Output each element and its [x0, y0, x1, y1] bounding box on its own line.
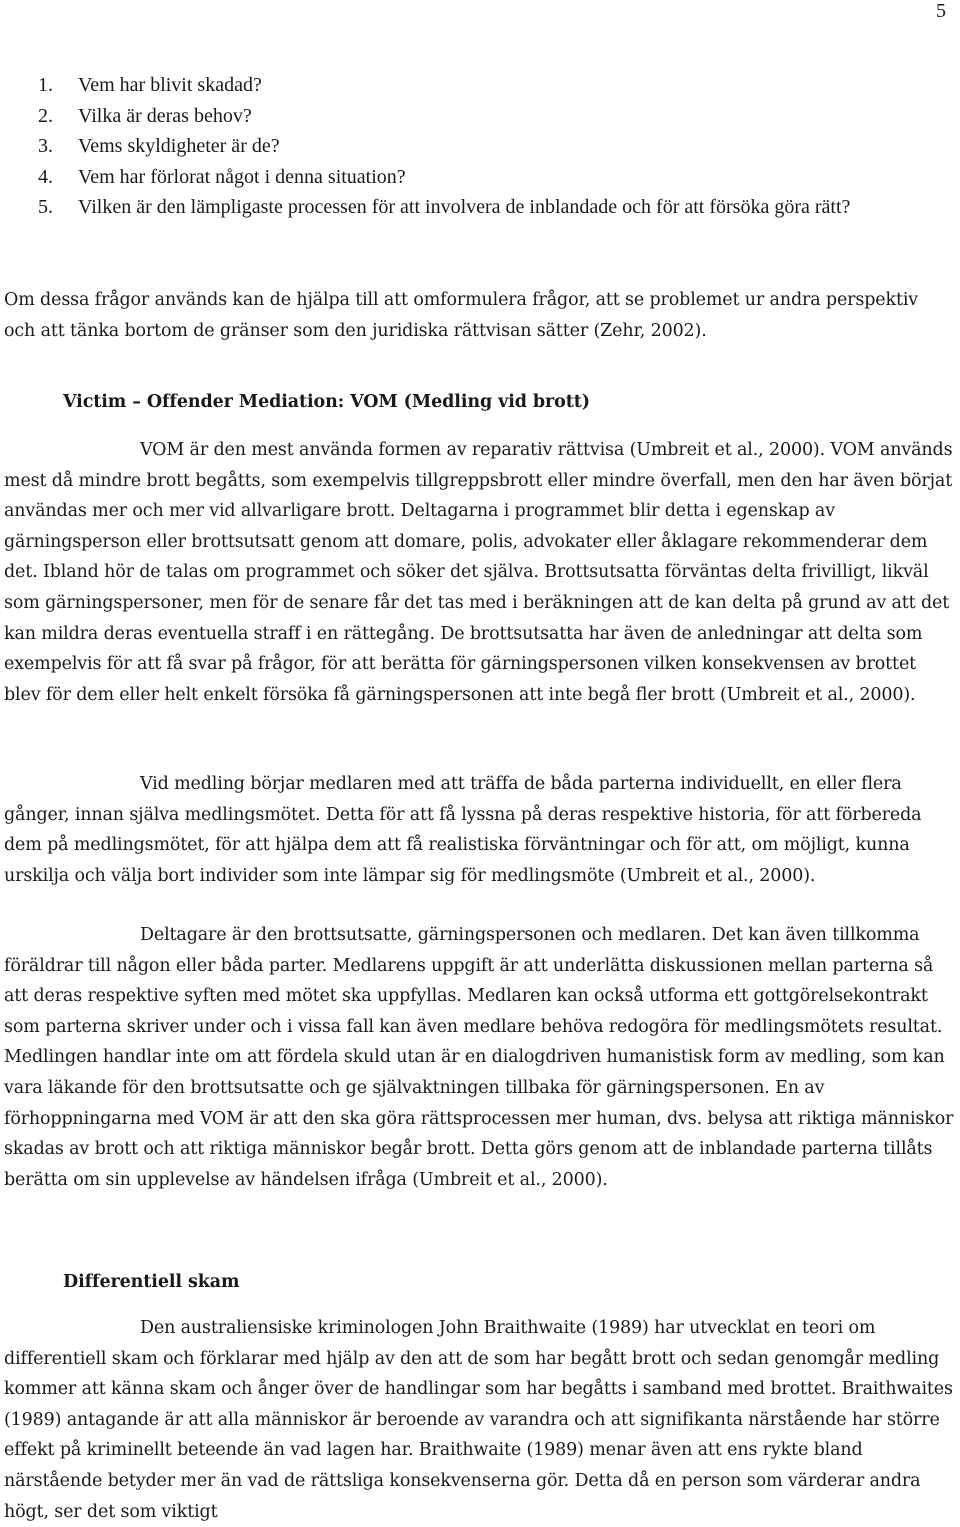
list-item-text: Vem har blivit skadad?: [78, 74, 262, 96]
list-item-number: 5.: [38, 196, 53, 218]
list-item: [38, 192, 948, 223]
section-heading-vom: Victim – Offender Mediation: VOM (Medling vid brott): [63, 392, 590, 412]
list-item-text: Vems skyldigheter är de?: [78, 135, 280, 157]
list-item: [38, 70, 948, 101]
list-item-number: 4.: [38, 165, 53, 188]
question-list: [38, 70, 948, 223]
intro-paragraph: Om dessa frågor används kan de hjälpa till att omformulera frågor, att se problemet ur andra perspektiv och att tänka bortom de gränser som den juridiska rättvisan sätter (Zehr, 2002).: [4, 290, 919, 341]
list-item: [38, 131, 948, 162]
list-item: [38, 101, 948, 132]
list-item-number: 2.: [38, 104, 53, 127]
list-item-number: 3.: [38, 135, 53, 157]
vom-paragraph-1: VOM är den mest använda formen av reparativ rättvisa (Umbreit et al., 2000). VOM används mest då mindre brott begåtts, som exempelvis tillgreppsbrott eller mindre överfall, men den har även börjat användas mer och mer vid allvarligare brott. Deltagarna i programmet blir detta i egenskap av gärningsperson eller brottsutsatt genom att domare, polis, advokater eller åklagare rekommenderar dem det. Ibland hör de talas om programmet och söker det själva. Brottsutsatta förväntas delta frivilligt, likväl som gärningspersoner, men för de senare får det tas med i beräkningen att de kan delta på grund av att det kan mildra deras eventuella straff i en rättegång. De brottsutsatta har även de anledningar att delta som exempelvis för att få svar på frågor, för att berätta för gärningspersonen vilken konsekvensen av brottet blev för dem eller helt enkelt försöka få gärningspersonen att inte begå fler brott (Umbreit et al., 2000).: [4, 440, 953, 705]
vom-paragraph-3: Deltagare är den brottsutsatte, gärningspersonen och medlaren. Det kan även tillkomma föräldrar till någon eller båda parter. Medlarens uppgift är att underlätta diskussionen mellan parterna så att deras respektive syften med mötet ska uppfyllas. Medlaren kan också utforma ett gottgörelsekontrakt som parterna skriver under och i vissa fall kan även medlare behöva redogöra för medlingsmötets resultat. Medlingen handlar inte om att fördela skuld utan är en dialogdriven humanistisk form av medling, som kan vara läkande för den brottsutsatte och ge självaktningen tillbaka för gärningspersonen. En av förhoppningarna med VOM är att den ska göra rättsprocessen mer human, dvs. belysa att riktiga människor skadas av brott och att riktiga människor begår brott. Detta görs genom att de inblandade parterna tillåts berätta om sin upplevelse av händelsen ifråga (Umbreit et al., 2000).: [4, 925, 954, 1190]
vom-paragraph-2: Vid medling börjar medlaren med att träffa de båda parterna individuellt, en eller flera gånger, innan själva medlingsmötet. Detta för att få lyssna på deras respektive historia, för att förbereda dem på medlingsmötet, för att hjälpa dem att få realistiska förväntningar och för att, om möjligt, kunna urskilja och välja bort individer som inte lämpar sig för medlingsmöte (Umbreit et al., 2000).: [4, 774, 922, 886]
page-number: 5: [936, 0, 946, 22]
list-item-text: Vilka är deras behov?: [78, 104, 252, 127]
list-item-text: Vem har förlorat något i denna situation?: [78, 165, 406, 188]
skam-paragraph-1: Den australiensiske kriminologen John Braithwaite (1989) har utvecklat en teori om differentiell skam och förklarar med hjälp av den att de som har begått brott och sedan genomgår medling kommer att känna skam och ånger över de handlingar som har begåtts i samband med brottet. Braithwaites (1989) antagande är att alla människor är beroende av varandra och att signifikanta närstående har större effekt på kriminellt beteende än vad lagen har. Braithwaite (1989) menar även att ens rykte bland närstående betyder mer än vad de rättsliga konsekvenserna gör. Detta då en person som värderar andra högt, ser det som viktigt: [4, 1318, 953, 1522]
list-item-number: 1.: [38, 74, 53, 96]
section-heading-skam: Differentiell skam: [63, 1272, 240, 1292]
list-item: [38, 162, 948, 193]
list-item-text: Vilken är den lämpligaste processen för att involvera de inblandade och för att försöka göra rätt?: [78, 196, 851, 218]
